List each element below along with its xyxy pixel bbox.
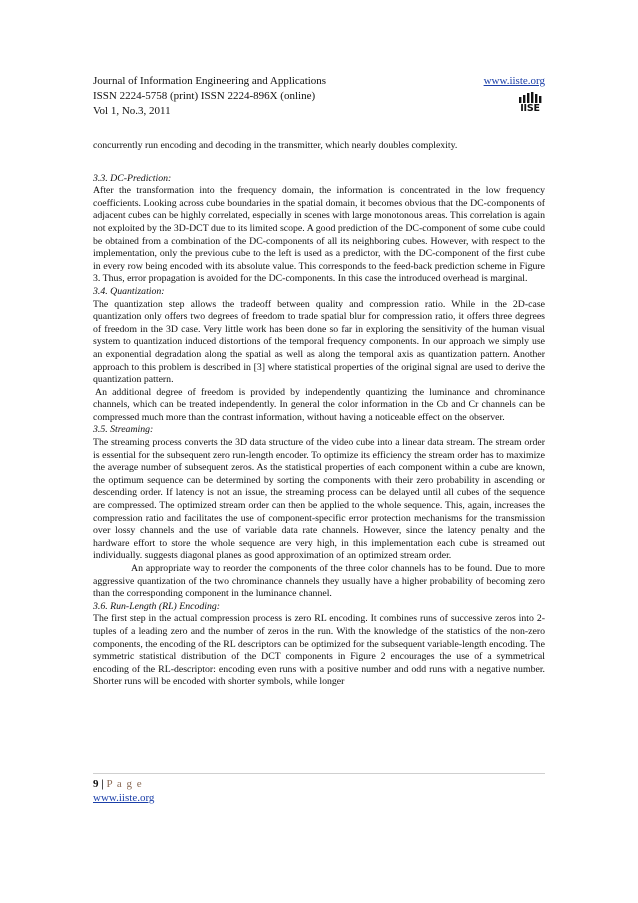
page-number: 9 [93, 778, 99, 790]
paragraph-streaming-1: The streaming process converts the 3D data structure of the video cube into a linear data stream. The stream order is essential for the subsequent zero run-length encoder. To optimize its efficiency the stream order has to maximize the average number of subsequent zeros. As the statistical properties of each component within a cube are known, the optimum sequence can be determined by sorting the components with their zero probability in ascending or descending order. If latency is not an issue, the streaming process can be delayed until all cubes of the sequence are compressed. The optimized stream order can then be applied to the whole sequence. This, again, increases the compression ratio and facilitates the use of component-specific error protection mechanisms for the transmission over lossy channels and the use of variable data rate channels. However, since the latency penalty and the hardware effort to store the whole sequence are very high, in this implementation each cube is streamed out individually. suggests diagonal planes as good approximation of an optimized stream order. [93, 437, 545, 562]
article-body [93, 140, 545, 689]
paragraph-quantization-2: An additional degree of freedom is provided by independently quantizing the luminance and chrominance channels, which can be treated independently. In general the color information in the Cb and Cr channels can be compressed much more than the contrast information, without having a noticeable effect on the observer. [93, 386, 545, 423]
header-url-link[interactable]: www.iiste.org [483, 75, 545, 87]
page-footer [93, 777, 154, 805]
section-heading-dc-prediction: 3.3. DC-Prediction: [93, 172, 172, 184]
paragraph-run-length: The first step in the actual compression process is zero RL encoding. It combines runs of successive zeros into 2-tuples of a leading zero and the number of zeros in the run. With the knowledge of the statistics of the non-zero components, the encoding of the RL descriptors can be optimized for the subsequent variable-length encoding. The symmetric statistical distribution of the DCT components in Figure 2 encourages the use of a symmetrical encoding of the RL-descriptor: encoding even runs with a positive number and odd runs with a negative number. Shorter runs will be encoded with shorter symbols, while longer [93, 613, 545, 688]
journal-volume: Vol 1, No.3, 2011 [93, 105, 171, 117]
paragraph-dc-prediction: After the transformation into the frequency domain, the information is concentrated in the low frequency coefficients. Looking across cube boundaries in the spatial domain, it becomes obvious that the DC-components of adjacent cubes can be highly correlated, especially in scenes with large monotonous areas. This correlation is again not exploited by the 3D-DCT due to its limited scope. A good prediction of the DC-component of some cube could be obtained from a combination of the DC-components of all its neighboring cubes. However, with respect to the implementation, only the previous cube to the left is used as a predictor, with the DC-component of the first cube in every row being encoded with its absolute value. This corresponds to the feed-back prediction scheme in Figure 3. Thus, error propagation is avoided for the DC-components. In this case the introduced overhead is marginal. [93, 185, 545, 285]
section-heading-quantization: 3.4. Quantization: [93, 285, 165, 297]
journal-title: Journal of Information Engineering and Applications [93, 75, 327, 87]
paragraph-streaming-2: An appropriate way to reorder the components of the three color channels has to be found. Due to more aggressive quantization of the two chrominance channels they usually have a higher probability of becoming zero than the corresponding component in the luminance channel. [93, 563, 545, 600]
paragraph-quantization-1: The quantization step allows the tradeoff between quality and compression ratio. While in the 2D-case quantization only offers two degrees of freedom to trade spatial blur for compression ratio, it offers three degrees of freedom in the 3D case. Very little work has been done so far in exploring the sensitivity of the human visual system to quantization induced distortions of the temporal frequency components. In our approach we simply use an exponential degradation along the spatial as well as along the temporal axis as quantization pattern. Another approach to this problem is described in [3] where statistical properties of the original signal are used to derive the quantization pattern. [93, 298, 545, 386]
page-separator: | [98, 778, 107, 790]
page-word: P a g e [106, 778, 143, 790]
logo-wordmark: IISE [520, 103, 540, 114]
section-heading-streaming: 3.5. Streaming: [93, 424, 154, 436]
footer-divider [93, 773, 545, 774]
intro-paragraph: concurrently run encoding and decoding in the transmitter, which nearly doubles complexity. [93, 140, 458, 151]
running-header [93, 74, 545, 119]
footer-url-link[interactable]: www.iiste.org [93, 792, 155, 804]
journal-issn: ISSN 2224-5758 (print) ISSN 2224-896X (online) [93, 90, 316, 102]
iiste-logo [515, 92, 545, 114]
section-heading-run-length: 3.6. Run-Length (RL) Encoding: [93, 600, 221, 612]
